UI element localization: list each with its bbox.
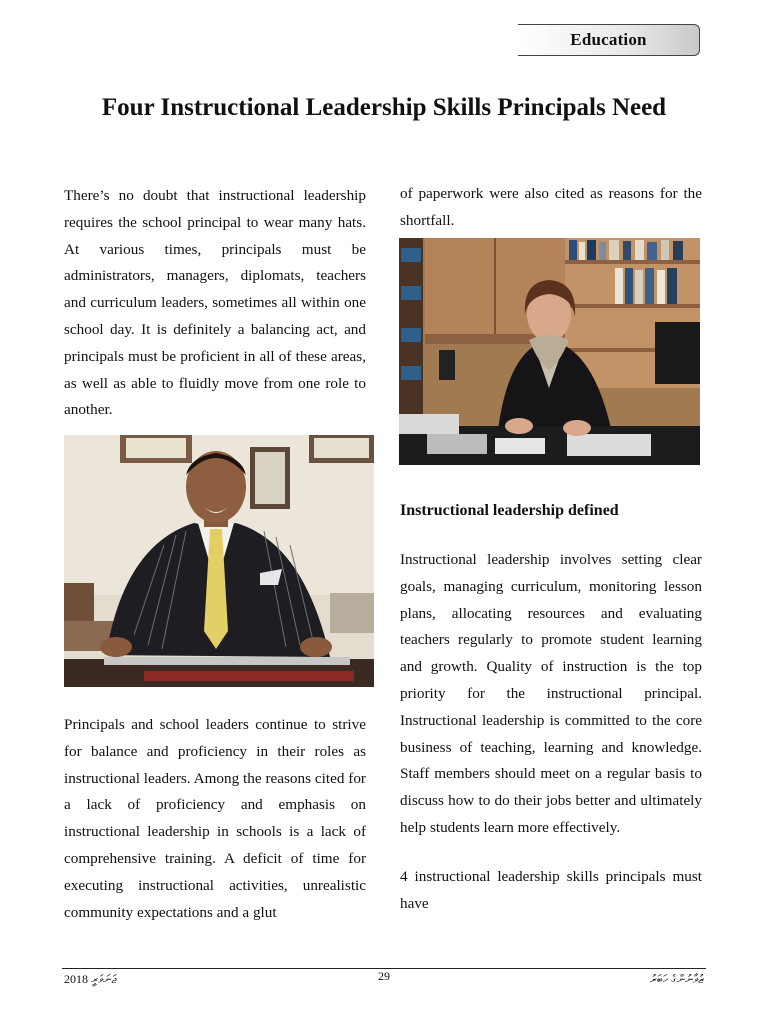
section-label: Education: [570, 30, 647, 49]
footer-magazine-name: ޒުވާނުންގެ ހަބަރު: [649, 972, 704, 986]
left-column-bottom: [64, 712, 366, 926]
balance-paragraph-continued: of paperwork were also cited as reasons for the shortfall.: [400, 185, 702, 229]
footer-date: 2018 ޖަނަވަރީ: [64, 972, 117, 986]
photo-male-principal-image: [64, 435, 374, 687]
balance-paragraph: Principals and school leaders continue to strive for balance and proficiency in their roles as instructional leaders. Among the reasons cited for a lack of proficiency and emphasis on instructional leadership in schools is a lack of comprehensive training. A deficit of time for executing instructional activities, unrealistic community expectations and a glut: [64, 716, 366, 921]
photo-female-principal: [399, 238, 700, 465]
left-column-top: [64, 183, 366, 424]
photo-male-principal: [64, 435, 374, 687]
skills-intro-paragraph: 4 instructional leadership skills principals must have: [400, 867, 702, 912]
right-column-top: [400, 181, 702, 235]
photo-female-principal-image: [399, 238, 700, 465]
page-number: 29: [378, 969, 390, 983]
intro-paragraph: There’s no doubt that instructional leadership requires the school principal to wear many hats. At various times, principals must be administrators, managers, diplomats, teachers and curriculum leaders, sometimes all within one school day. It is definitely a balancing act, and principals must be proficient in all of these areas, as well as able to fluidly move from one role to another.: [64, 187, 366, 419]
right-column-bottom: [400, 500, 702, 917]
definition-paragraph: Instructional leadership involves setting clear goals, managing curriculum, monitoring lesson plans, allocating resources and evaluating teachers regularly to promote student learning and growth. Quality of instruction is the top priority for the instructional principal. Instructional leadership is committed to the core business of teaching, learning and knowledge. Staff members should meet on a regular basis to discuss how to do their jobs better and ultimately help students learn more effectively.: [400, 551, 702, 836]
section-tab: [518, 24, 700, 56]
article-title: Four Instructional Leadership Skills Principals Need: [101, 94, 667, 121]
subheading-defined: Instructional leadership defined: [400, 502, 619, 519]
